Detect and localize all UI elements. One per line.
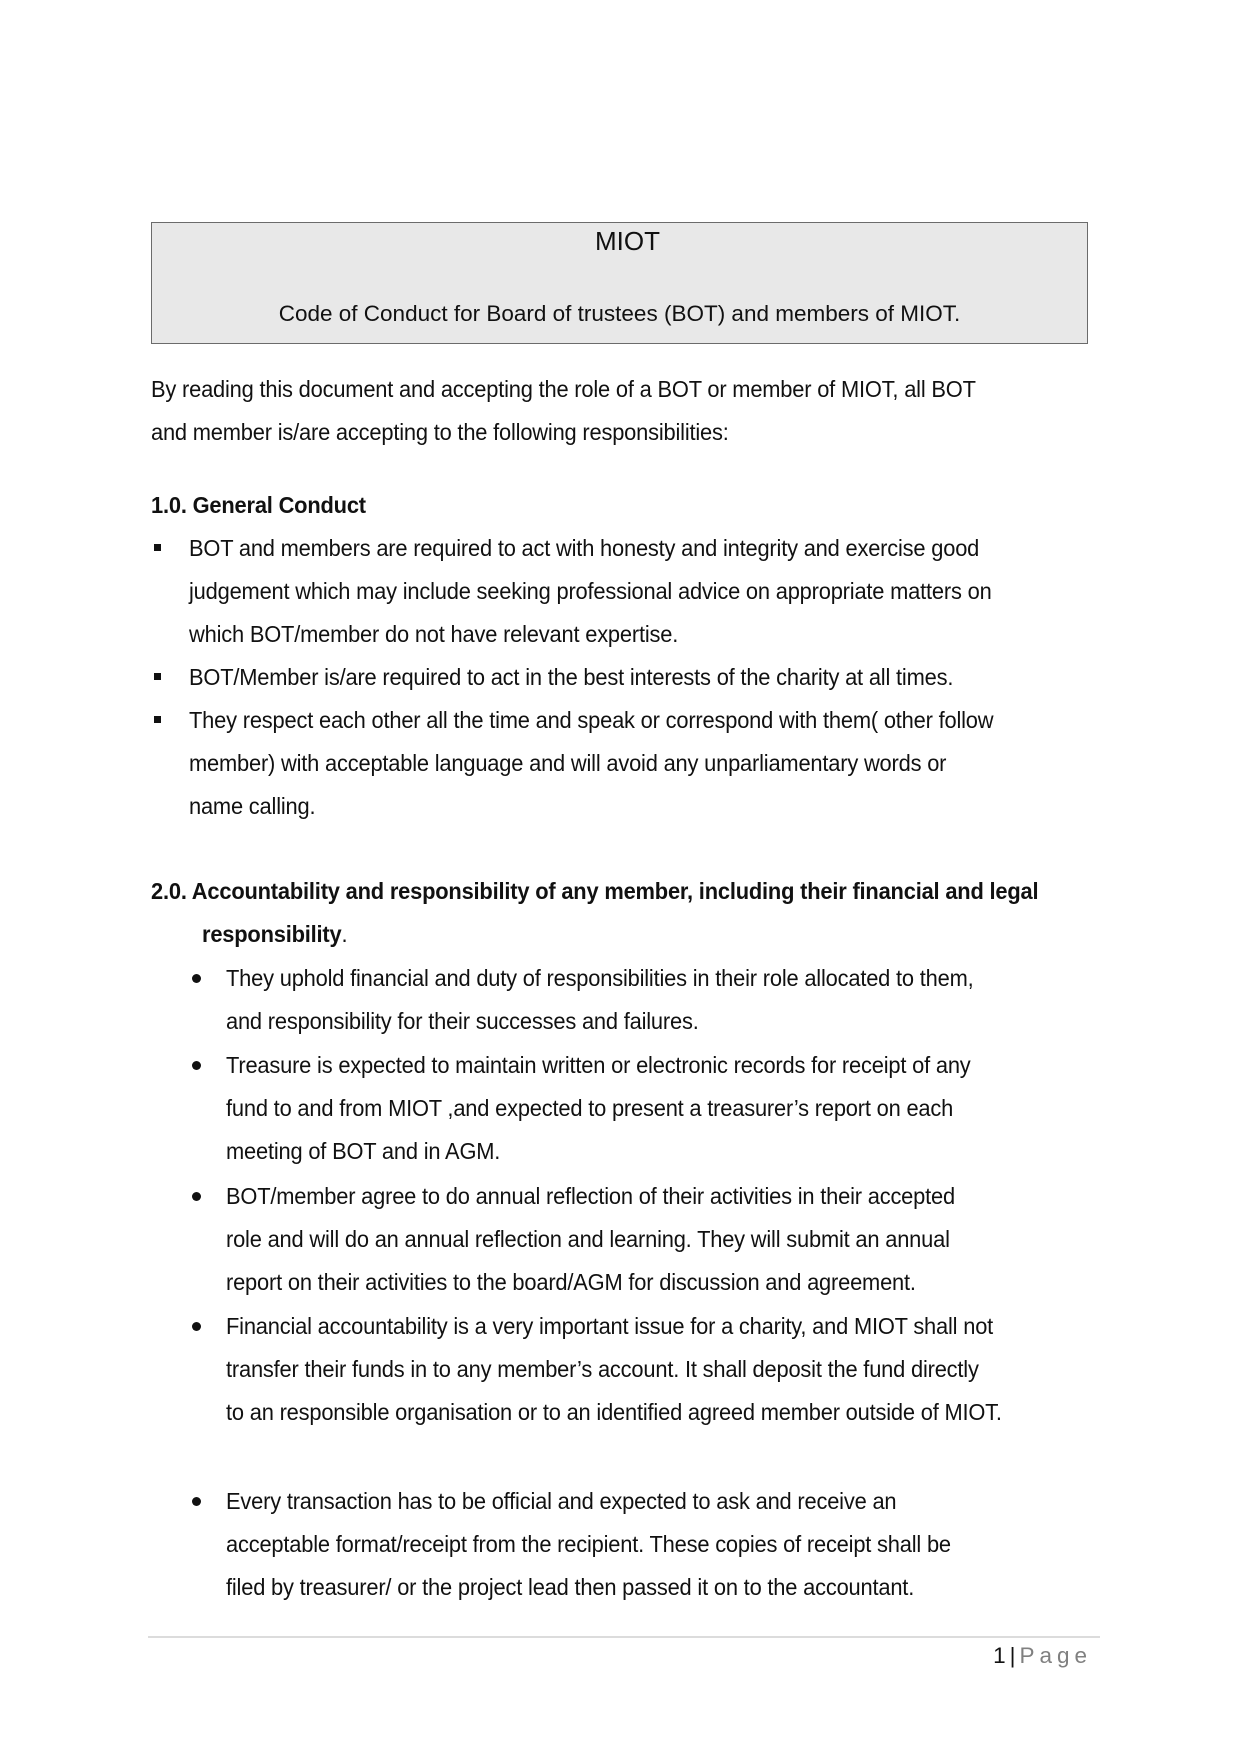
section-2-heading: 2.0. Accountability and responsibility of any member, including their financial and legal xyxy=(151,878,1039,904)
list-item-line: meeting of BOT and in AGM. xyxy=(226,1138,501,1164)
list-item-line: Every transaction has to be official and expected to ask and receive an xyxy=(226,1488,897,1514)
list-item-line: They respect each other all the time and speak or correspond with them( other follow xyxy=(189,707,994,733)
section-2-heading-line2: responsibility xyxy=(202,921,342,947)
document-title: MIOT xyxy=(595,226,660,256)
page-footer xyxy=(993,1643,1092,1669)
list-item-line: filed by treasurer/ or the project lead then passed it on to the accountant. xyxy=(226,1574,915,1600)
round-bullet-icon xyxy=(192,1192,201,1201)
list-item-line: fund to and from MIOT ,and expected to present a treasurer’s report on each xyxy=(226,1095,954,1121)
list-item-line: They uphold financial and duty of responsibilities in their role allocated to them, xyxy=(226,965,974,991)
round-bullet-icon xyxy=(192,1497,201,1506)
page-number: 1 xyxy=(993,1643,1006,1668)
section-2-heading-continued xyxy=(202,919,347,949)
round-bullet-icon xyxy=(192,974,201,983)
square-bullet-icon xyxy=(154,673,161,680)
intro-line: By reading this document and accepting the role of a BOT or member of MIOT, all BOT xyxy=(151,376,976,402)
square-bullet-icon xyxy=(154,716,161,723)
round-bullet-icon xyxy=(192,1322,201,1331)
round-bullet-icon xyxy=(192,1061,201,1070)
page-separator: | xyxy=(1009,1643,1016,1668)
title-box xyxy=(151,222,1088,344)
footer-divider xyxy=(148,1636,1100,1638)
list-item-line: report on their activities to the board/AGM for discussion and agreement. xyxy=(226,1269,916,1295)
document-subtitle: Code of Conduct for Board of trustees (BOT) and members of MIOT. xyxy=(278,301,961,326)
page-label: Page xyxy=(1019,1643,1092,1668)
list-item-line: Financial accountability is a very important issue for a charity, and MIOT shall not xyxy=(226,1313,994,1339)
section-1-heading: 1.0. General Conduct xyxy=(151,492,366,518)
list-item-line: to an responsible organisation or to an identified agreed member outside of MIOT. xyxy=(226,1399,1002,1425)
square-bullet-icon xyxy=(154,544,161,551)
intro-line: and member is/are accepting to the following responsibilities: xyxy=(151,419,729,445)
list-item-line: judgement which may include seeking professional advice on appropriate matters on xyxy=(189,578,992,604)
list-item-line: which BOT/member do not have relevant expertise. xyxy=(189,621,679,647)
section-2-heading-period: . xyxy=(341,921,348,947)
list-item-line: BOT/member agree to do annual reflection of their activities in their accepted xyxy=(226,1183,955,1209)
list-item-line: BOT and members are required to act with honesty and integrity and exercise good xyxy=(189,535,980,561)
list-item-line: acceptable format/receipt from the recipient. These copies of receipt shall be xyxy=(226,1531,951,1557)
list-item-line: and responsibility for their successes and failures. xyxy=(226,1008,699,1034)
list-item-line: name calling. xyxy=(189,793,316,819)
list-item-line: Treasure is expected to maintain written or electronic records for receipt of any xyxy=(226,1052,971,1078)
list-item-line: member) with acceptable language and will avoid any unparliamentary words or xyxy=(189,750,947,776)
list-item-line: transfer their funds in to any member’s account. It shall deposit the fund directly xyxy=(226,1356,979,1382)
list-item-line: role and will do an annual reflection and learning. They will submit an annual xyxy=(226,1226,950,1252)
list-item-line: BOT/Member is/are required to act in the best interests of the charity at all times. xyxy=(189,664,954,690)
